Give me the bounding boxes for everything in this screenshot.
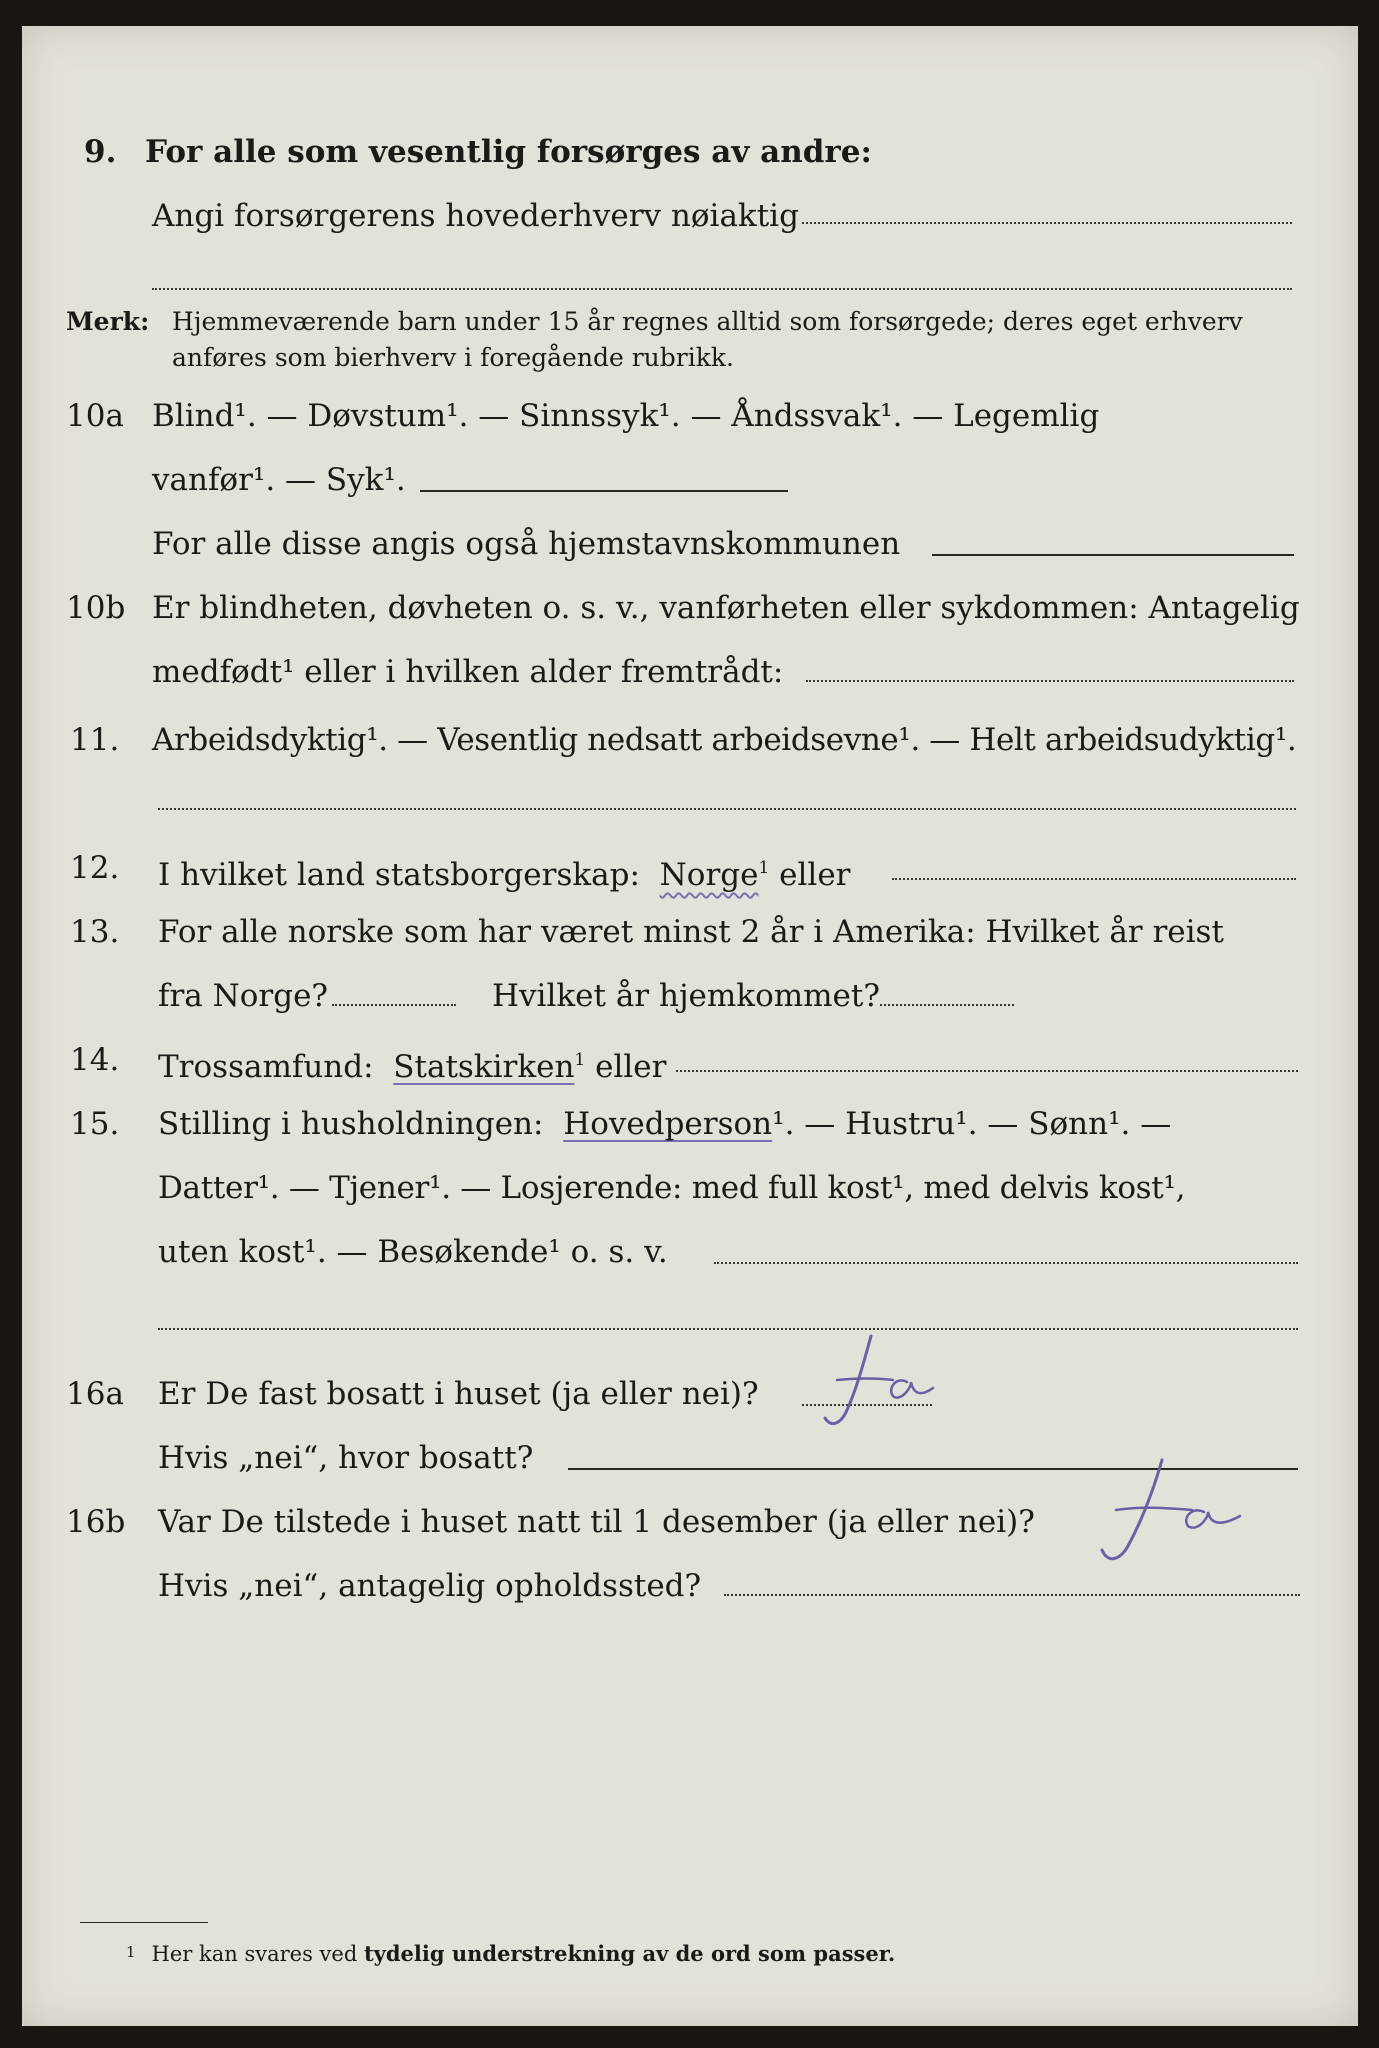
q10a-kommune-line [932, 554, 1294, 556]
q15-line-2: Datter¹. — Tjener¹. — Losjerende: med full kost¹, med delvis kost¹, [158, 1170, 1186, 1206]
q10b-line-1: Er blindheten, døvheten o. s. v., vanførheten eller sykdommen: Antagelig [152, 590, 1300, 626]
q10b-line-2: medfødt¹ eller i hvilken alder fremtrådt: [152, 654, 784, 690]
q16a-handwritten-ja [807, 1328, 947, 1438]
q10a-syk-line [420, 490, 788, 492]
q10b-number: 10b [66, 590, 126, 626]
footnote-text-plain: Her kan svares ved [151, 1942, 358, 1966]
q9-prompt: Angi forsørgerens hovederhverv nøiaktig [152, 198, 799, 234]
footnote-rule [80, 1922, 208, 1923]
q11-line-1: Arbeidsdyktig¹. — Vesentlig nedsatt arbeidsevne¹. — Helt arbeidsudyktig¹. [152, 722, 1297, 758]
q10a-line-3: For alle disse angis også hjemstavnskommunen [152, 526, 901, 562]
q15-number: 15. [70, 1106, 120, 1142]
q15-answer-line-2 [158, 1328, 1298, 1330]
footnote [126, 1938, 895, 1968]
q13-line-2b: Hvilket år hjemkommet? [492, 978, 880, 1014]
q11-answer-line [158, 808, 1296, 810]
q16b-number: 16b [66, 1504, 126, 1540]
q16a-number: 16a [66, 1376, 124, 1412]
form-page [22, 26, 1358, 2026]
q12-answer-line [892, 878, 1296, 880]
footnote-text-bold: tydelig understrekning av de ord som passer. [363, 1941, 896, 1966]
q13-line-1: For alle norske som har været minst 2 år i Amerika: Hvilket år reist [158, 914, 1224, 950]
q14-text: Trossamfund: Statskirken$^1$ eller [158, 1049, 667, 1085]
q10a-line-1: Blind¹. — Døvstum¹. — Sinnssyk¹. — Åndssvak¹. — Legemlig [152, 398, 1100, 434]
q16b-opholdssted-line [724, 1594, 1300, 1596]
q12-norge-underlined: Norge [659, 857, 759, 893]
q16b-line-2: Hvis „nei“, antagelig opholdssted? [158, 1568, 702, 1604]
q14-statskirken-underlined: Statskirken [393, 1049, 575, 1085]
q12-number: 12. [70, 850, 120, 886]
merk-line-1: Hjemmeværende barn under 15 år regnes alltid som forsørgede; deres eget erhverv [172, 307, 1243, 336]
q12-eller: eller [779, 857, 851, 893]
q9-answer-line-2 [152, 288, 1292, 290]
q9-answer-line [802, 222, 1292, 224]
q13-line-2a: fra Norge? [158, 978, 329, 1014]
q12-prompt: I hvilket land statsborgerskap: [158, 857, 640, 893]
q10a-number: 10a [66, 398, 124, 434]
q13-number: 13. [70, 914, 120, 950]
q15-hovedperson-underlined: Hovedperson [563, 1106, 773, 1142]
q16a-line-2: Hvis „nei“, hvor bosatt? [158, 1440, 534, 1476]
footnote-mark: 1 [126, 1943, 136, 1961]
q15-answer-line [714, 1262, 1298, 1264]
q14-number: 14. [70, 1042, 120, 1078]
q15-line-1 [158, 1104, 1171, 1144]
q16b-handwritten-ja [1072, 1454, 1252, 1574]
q14-prompt: Trossamfund: [158, 1049, 374, 1085]
q14-answer-line [676, 1070, 1298, 1072]
q15-prompt: Stilling i husholdningen: [158, 1106, 544, 1142]
q16a-line-1: Er De fast bosatt i huset (ja eller nei)? [158, 1376, 759, 1412]
q15-line-1-rest: ¹. — Hustru¹. — Sønn¹. — [772, 1106, 1172, 1142]
q13-hjemkommet-line [880, 1004, 1014, 1006]
q15-line-3: uten kost¹. — Besøkende¹ o. s. v. [158, 1234, 668, 1270]
merk-label: Merk: [66, 307, 150, 336]
q13-reist-line [332, 1004, 456, 1006]
q9-title: For alle som vesentlig forsørges av andre: [145, 134, 872, 170]
merk-line-2: anføres som bierhverv i foregående rubrikk. [172, 343, 734, 372]
q14-eller: eller [595, 1049, 667, 1085]
q12-text: I hvilket land statsborgerskap: Norge$^1$ eller [158, 857, 851, 893]
q16b-line-1: Var De tilstede i huset natt til 1 desember (ja eller nei)? [158, 1504, 1035, 1540]
q9-number: 9. [84, 134, 117, 170]
q10b-answer-line [806, 680, 1294, 682]
q10a-line-2: vanfør¹. — Syk¹. [152, 462, 406, 498]
q11-number: 11. [70, 722, 120, 758]
